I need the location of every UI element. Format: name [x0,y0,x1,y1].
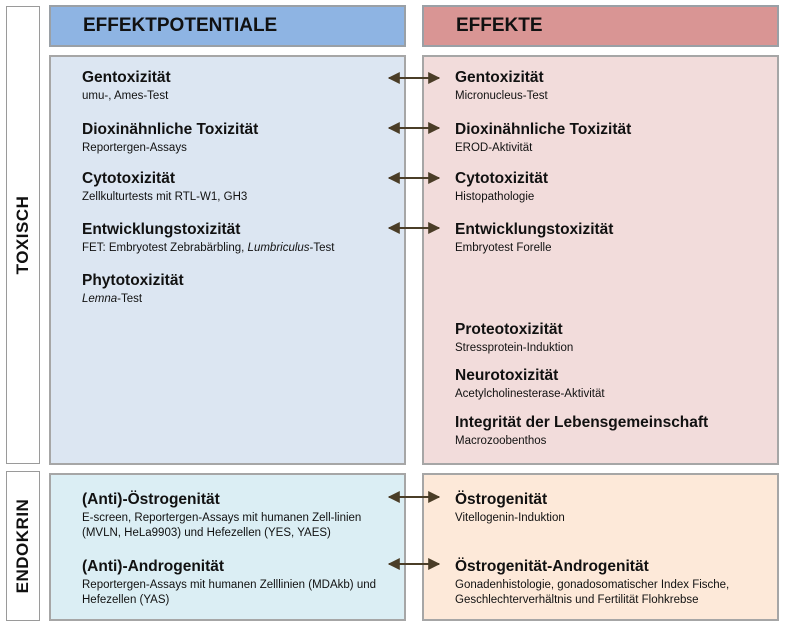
item-desc: Vitellogenin-Induktion [455,512,565,524]
item-desc: Acetylcholinesterase-Aktivität [455,388,605,400]
item-title: Cytotoxizität [455,170,548,187]
item-desc: Zellkulturtests mit RTL-W1, GH3 [82,191,248,203]
item-title: (Anti)-Östrogenität [82,491,220,508]
item-title: (Anti)-Androgenität [82,558,225,575]
desc-part: -Test [309,242,335,254]
item-title: Integrität der Lebensgemeinschaft [455,414,709,431]
item-desc: Reportergen-Assays mit humanen Zelllinien (MDAkb) und Hefezellen (YAS) [82,579,377,606]
item-title: Cytotoxizität [82,170,175,187]
item-title: Dioxinähnliche Toxizität [455,121,632,138]
item-title: Entwicklungstoxizität [455,221,614,238]
item-title: Proteotoxizität [455,321,563,338]
desc-italic-part: Lumbriculus [247,242,310,254]
item-title: Östrogenität [455,491,548,508]
item-title: Östrogenität-Androgenität [455,558,649,575]
item-title: Gentoxizität [455,69,544,86]
header-effect-potentials-text: EFFEKTPOTENTIALE [83,15,278,36]
item-desc: EROD-Aktivität [455,142,533,154]
toxic-label: TOXISCH [13,195,32,275]
item-desc: E-screen, Reportergen-Assays mit humanen Zell-linien (MVLN, HeLa9903) und Hefezellen (YES, YAES) [82,512,362,539]
item-title: Dioxinähnliche Toxizität [82,121,259,138]
endocrine-label: ENDOKRIN [13,498,32,594]
desc-part: -Test [117,293,143,305]
item-desc: Stressprotein-Induktion [455,342,574,354]
item-desc: Micronucleus-Test [455,90,548,102]
item-desc: Macrozoobenthos [455,435,547,447]
item-desc: Histopathologie [455,191,535,203]
item-desc: Reportergen-Assays [82,142,187,154]
item-title: Neurotoxizität [455,367,559,384]
item-desc: Embryotest Forelle [455,242,552,254]
desc-part: FET: Embryotest Zebrabärbling, [82,242,248,254]
desc-italic-part: Lemna [82,293,118,305]
item-title: Entwicklungstoxizität [82,221,241,238]
item-title: Gentoxizität [82,69,171,86]
item-desc: Gonadenhistologie, gonadosomatischer Index Fische, Geschlechterverhältnis und Fertilität Flohkrebse [455,579,730,606]
header-effects-text: EFFEKTE [456,15,543,36]
item-title: Phytotoxizität [82,272,184,289]
item-desc: umu-, Ames-Test [82,90,169,102]
